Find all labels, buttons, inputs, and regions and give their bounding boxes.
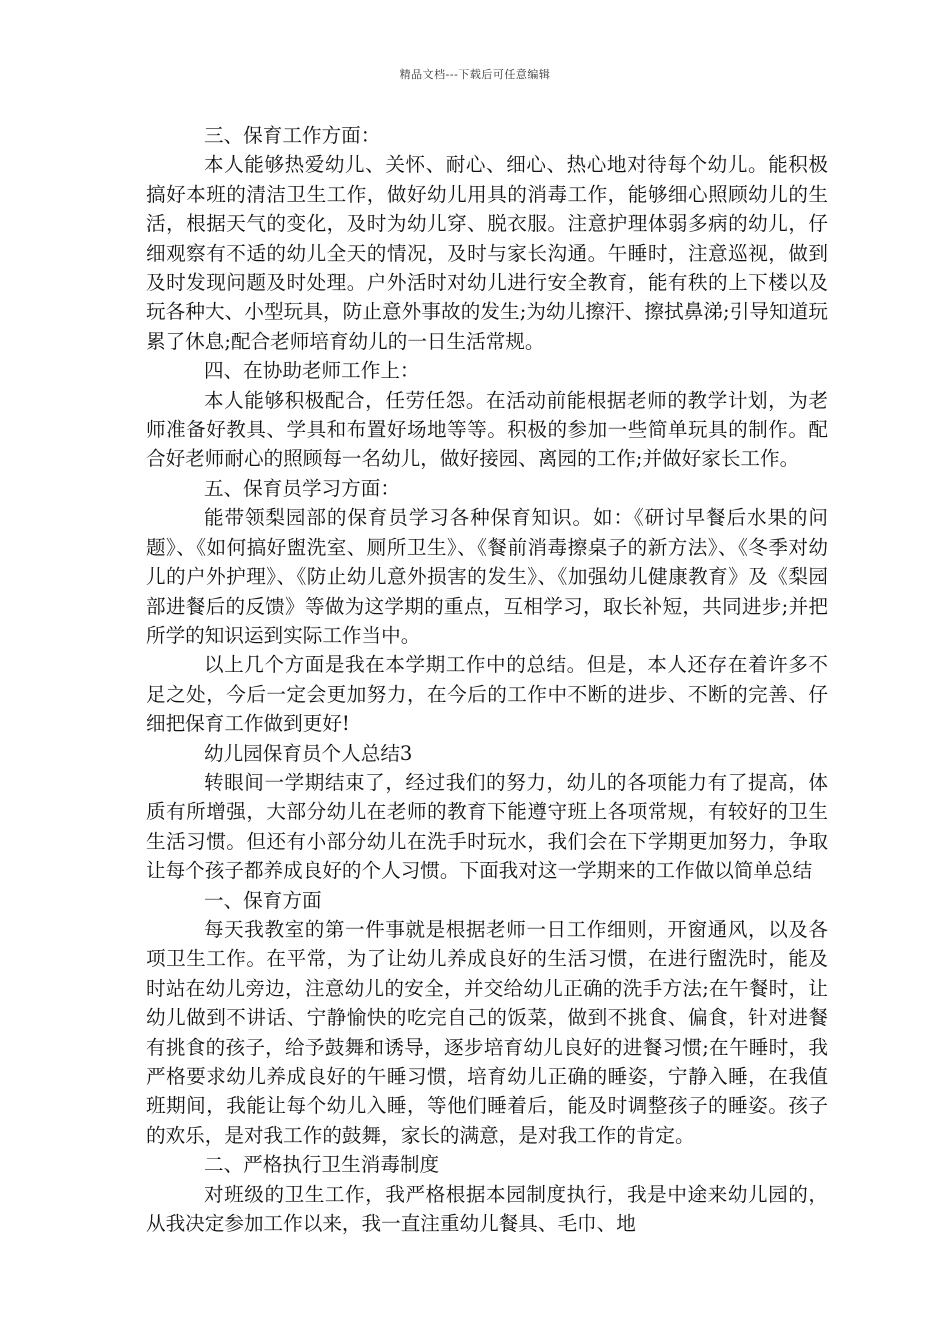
document-body [146,121,828,1238]
section-heading-assist-teacher: 四、在协助老师工作上： [204,359,420,383]
paragraph-care-aspect: 每天我教室的第一件事就是根据老师一日工作细则，开窗通风，以及各项卫生工作。在平常，为了让幼儿养成良好的生活习惯，在进行盥洗时，能及时站在幼儿旁边，注意幼儿的安全，并交给幼儿正确的洗手方法;在午餐时，让幼儿做到不讲话、宁静愉快的吃完自己的饭菜，做到不挑食、偏食，针对进餐有挑食的孩子，给予鼓舞和诱导，逐步培育幼儿良好的进餐习惯;在午睡时，我严格要求幼儿养成良好的午睡习惯，培育幼儿正确的睡姿，宁静入睡，在我值班期间，我能让每个幼儿入睡，等他们睡着后，能及时调整孩子的睡姿。孩子的欢乐，是对我工作的鼓舞，家长的满意，是对我工作的肯定。 [146,917,828,1147]
section-heading-hygiene: 二、严格执行卫生消毒制度 [204,1153,440,1177]
paragraph-conclusion: 以上几个方面是我在本学期工作中的总结。但是，本人还存在着许多不足之处，今后一定会更加努力，在今后的工作中不断的进步、不断的完善、仔细把保育工作做到更好! [146,653,828,736]
section-heading-study: 五、保育员学习方面： [204,476,400,500]
section-heading-care-aspect: 一、保育方面 [204,888,322,912]
page-header: 精品文档---下载后可任意编辑 [399,68,551,81]
section-heading-care-work: 三、保育工作方面： [204,124,381,147]
paragraph-hygiene: 对班级的卫生工作，我严格根据本园制度执行，我是中途来幼儿园的，从我决定参加工作以来，我一直注重幼儿餐具、毛巾、地 [146,1182,828,1236]
paragraph-assist-teacher: 本人能够积极配合，任劳任怨。在活动前能根据老师的教学计划，为老师准备好教具、学具和布置好场地等等。积极的参加一些简单玩具的制作。配合好老师耐心的照顾每一名幼儿，做好接园、离园的工作;并做好家长工作。 [146,388,828,471]
paragraph-intro: 转眼间一学期结束了，经过我们的努力，幼儿的各项能力有了提高，体质有所增强，大部分幼儿在老师的教育下能遵守班上各项常规，有较好的卫生生活习惯。但还有小部分幼儿在洗手时玩水，我们会在下学期更加努力，争取让每个孩子都养成良好的个人习惯。下面我对这一学期来的工作做以简单总结 [146,770,828,883]
paragraph-care-work: 本人能够热爱幼儿、关怀、耐心、细心、热心地对待每个幼儿。能积极搞好本班的清洁卫生工作，做好幼儿用具的消毒工作，能够细心照顾幼儿的生活，根据天气的变化，及时为幼儿穿、脱衣服。注意护理体弱多病的幼儿，仔细观察有不适的幼儿全天的情况，及时与家长沟通。午睡时，注意巡视，做到及时发现问题及时处理。户外活时对幼儿进行安全教育，能有秩的上下楼以及玩各种大、小型玩具，防止意外事故的发生;为幼儿擦汗、擦拭鼻涕;引导知道玩累了休息;配合老师培育幼儿的一日生活常规。 [146,153,828,353]
paragraph-study: 能带领梨园部的保育员学习各种保育知识。如：《研讨早餐后水果的问题》、《如何搞好盥洗室、厕所卫生》、《餐前消毒擦桌子的新方法》、《冬季对幼儿的户外护理》、《防止幼儿意外损害的发生》、《加强幼儿健康教育》及《梨园部进餐后的反馈》等做为这学期的重点，互相学习，取长补短，共同进步;并把所学的知识运到实际工作当中。 [146,506,828,647]
document-subtitle: 幼儿园保育员个人总结3 [204,741,413,765]
